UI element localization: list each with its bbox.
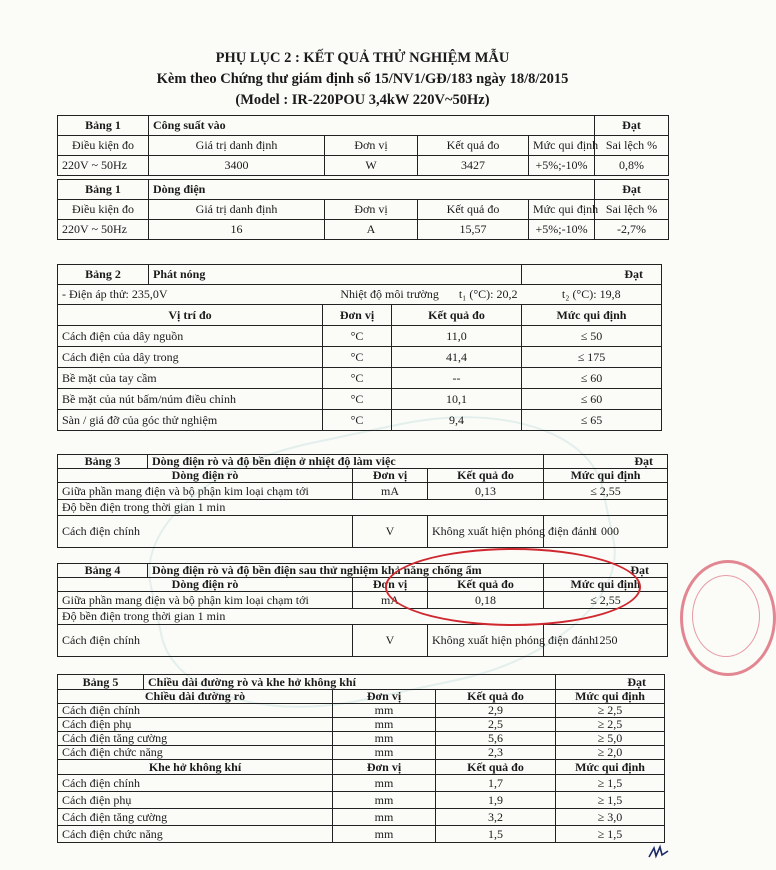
table-row [58,792,665,809]
header-row [58,578,668,592]
header-cell: Giá trị danh định [149,136,325,156]
certificate-reference: Kèm theo Chứng thư giám định số 15/NV1/GĐ/183 ngày 18/8/2015 [156,71,569,87]
table-cell: mm [333,704,436,718]
header-cell: Đơn vị [353,578,428,592]
model-line: (Model : IR-220POU 3,4kW 220V~50Hz) [235,92,490,108]
table-cell: Giữa phần mang điện và bộ phận kim loại chạm tới [58,592,353,609]
table-row [58,389,662,410]
table-cell: Không xuất hiện phóng điện đánh [428,516,544,548]
table-cell: 220V ~ 50Hz [58,220,149,240]
table-title: Chiều dài đường rò và khe hở không khí [144,675,556,690]
conditions-row [58,285,662,305]
table-cell: 1250 [544,625,668,657]
table-cell: ≥ 1,5 [556,826,665,843]
header-row [58,305,662,326]
table-label: Bảng 1 [58,180,149,200]
header-cell: Sai lệch % [595,136,669,156]
header-cell: Đơn vị [323,305,392,326]
table-cell: 3,2 [436,809,556,826]
table-cell: +5%;-10% [529,220,595,240]
header-row [58,690,665,704]
table-cell: ≥ 1,5 [556,775,665,792]
table-cell: Cách điện của dây nguồn [58,326,323,347]
table-cell: mm [333,826,436,843]
header-cell: Mức qui định [544,469,668,483]
header-cell: Đơn vị [325,136,418,156]
table-cell: Cách điện chức năng [58,826,333,843]
header-cell: Điều kiện đo [58,200,149,220]
header-row [58,760,665,775]
table-cell: -- [392,368,522,389]
header-cell: Chiều dài đường rò [58,690,333,704]
header-cell: Kết quả đo [436,690,556,704]
table-cell: Cách điện phụ [58,792,333,809]
table-title: Dòng điện rò và độ bền điện ở nhiệt độ làm việc [148,455,544,469]
table-row [58,609,668,625]
table-1-current [57,179,669,240]
header-cell: Giá trị danh định [149,200,325,220]
table-cell: 220V ~ 50Hz [58,156,149,176]
header-row [58,200,669,220]
table-cell: Không xuất hiện phóng điện đánh [428,625,544,657]
table-label: Bảng 3 [58,455,148,469]
table-cell: ≤ 60 [522,389,662,410]
header-cell: Đơn vị [353,469,428,483]
status-badge: Đạt [556,675,665,690]
status-badge: Đạt [595,180,669,200]
header-cell: Mức qui định [529,200,595,220]
table-cell: Cách điện chính [58,704,333,718]
table-cell: mm [333,746,436,760]
table-cell: 1 000 [544,516,668,548]
table-cell: mm [333,809,436,826]
table-cell: -2,7% [595,220,669,240]
header-cell: Mức qui định [544,578,668,592]
table-cell: Giữa phần mang điện và bộ phận kim loại chạm tới [58,483,353,500]
header-cell: Kết quả đo [418,136,529,156]
table-cell: mm [333,792,436,809]
table-cell: Cách điện chính [58,516,353,548]
table-cell: W [325,156,418,176]
table-cell: 10,1 [392,389,522,410]
table-row [58,156,669,176]
table-cell: ≤ 2,55 [544,592,668,609]
table-cell: °C [323,389,392,410]
table-cell: ≥ 2,5 [556,704,665,718]
header-cell: Kết quả đo [436,760,556,775]
ambient-text: Nhiệt độ môi trường [340,287,439,301]
table-row [58,410,662,431]
table-row [58,347,662,368]
table-cell: 5,6 [436,732,556,746]
table-cell: V [353,625,428,657]
red-stamp-inner [692,575,760,657]
table-cell: Sàn / giá đỡ của góc thử nghiệm [58,410,323,431]
initials-signature [648,845,670,859]
table-cell: 41,4 [392,347,522,368]
table-2-heating [57,264,662,431]
table-cell: 1,9 [436,792,556,809]
header-row [58,469,668,483]
table-title: Dòng điện [149,180,595,200]
ambient-label [323,285,522,305]
table-cell: 3400 [149,156,325,176]
table-title: Công suất vào [149,116,595,136]
status-badge: Đạt [595,116,669,136]
table-cell: 16 [149,220,325,240]
table-cell: V [353,516,428,548]
table-row [58,732,665,746]
table-cell: 0,18 [428,592,544,609]
table-cell: mm [333,732,436,746]
test-voltage: - Điện áp thử: 235,0V [58,285,323,305]
header-cell: Đơn vị [333,690,436,704]
header-cell: Đơn vị [325,200,418,220]
header-cell: Vị trí đo [58,305,323,326]
table-cell: Cách điện chức năng [58,746,333,760]
table-cell: 0,13 [428,483,544,500]
table-title: Phát nóng [149,265,522,285]
table-cell: Bề mặt của nút bấm/núm điều chỉnh [58,389,323,410]
table-cell: A [325,220,418,240]
header-cell: Đơn vị [333,760,436,775]
table-cell: ≥ 3,0 [556,809,665,826]
table-label: Bảng 2 [58,265,149,285]
table-cell: ≤ 50 [522,326,662,347]
table-cell: 0,8% [595,156,669,176]
table-cell: 1,5 [436,826,556,843]
header-cell: Kết quả đo [428,469,544,483]
header-cell: Dòng điện rò [58,469,353,483]
header-cell: Kết quả đo [428,578,544,592]
table-cell: 2,9 [436,704,556,718]
ambient-t2: t₂ (°C): 19,8 [522,285,662,305]
table-cell: ≤ 2,55 [544,483,668,500]
table-cell: Độ bền điện trong thời gian 1 min [58,500,353,516]
header-cell: Mức qui định [529,136,595,156]
table-cell: Cách điện phụ [58,718,333,732]
table-cell: Cách điện chính [58,625,353,657]
table-cell: Cách điện của dây trong [58,347,323,368]
table-cell: Cách điện tăng cường [58,732,333,746]
table-cell: 2,3 [436,746,556,760]
table-cell: 15,57 [418,220,529,240]
table-row [58,775,665,792]
header-row [58,136,669,156]
table-cell: 9,4 [392,410,522,431]
status-badge: Đạt [544,564,668,578]
table-1-power [57,115,669,176]
table-row [58,516,668,548]
header-cell: Kết quả đo [418,200,529,220]
header-cell: Điều kiện đo [58,136,149,156]
table-cell: ≥ 2,0 [556,746,665,760]
table-cell: ≤ 60 [522,368,662,389]
table-row [58,483,668,500]
table-cell: ≤ 65 [522,410,662,431]
table-cell: Độ bền điện trong thời gian 1 min [58,609,353,625]
table-row [58,746,665,760]
table-cell: mA [353,592,428,609]
table-cell: mA [353,483,428,500]
table-3-leakage-operating [57,454,668,548]
header-cell: Mức qui định [556,690,665,704]
header-cell: Kết quả đo [392,305,522,326]
status-badge: Đạt [522,265,662,285]
table-row [58,326,662,347]
table-row [58,220,669,240]
table-row [58,826,665,843]
table-row [58,368,662,389]
table-cell: °C [323,368,392,389]
table-cell: Bề mặt của tay cầm [58,368,323,389]
table-cell: Cách điện tăng cường [58,809,333,826]
table-cell: 2,5 [436,718,556,732]
table-row [58,500,668,516]
table-row [58,704,665,718]
status-badge: Đạt [544,455,668,469]
table-cell: °C [323,347,392,368]
table-label: Bảng 4 [58,564,148,578]
table-label: Bảng 1 [58,116,149,136]
table-cell: +5%;-10% [529,156,595,176]
table-cell: mm [333,718,436,732]
table-row [58,592,668,609]
table-title: Dòng điện rò và độ bền điện sau thử nghiệm khả năng chống ẩm [148,564,544,578]
table-4-leakage-humidity [57,563,668,657]
table-cell: ≥ 2,5 [556,718,665,732]
table-cell: ≥ 5,0 [556,732,665,746]
table-row [58,718,665,732]
table-row [58,625,668,657]
table-cell: 1,7 [436,775,556,792]
header-cell: Sai lệch % [595,200,669,220]
table-cell: °C [323,410,392,431]
table-cell: Cách điện chính [58,775,333,792]
table-cell: ≤ 175 [522,347,662,368]
table-cell: 3427 [418,156,529,176]
header-cell: Mức qui định [522,305,662,326]
table-5-creepage-clearance [57,674,665,843]
table-cell: mm [333,775,436,792]
table-cell: °C [323,326,392,347]
table-label: Bảng 5 [58,675,144,690]
header-cell: Mức qui định [556,760,665,775]
ambient-t1: t₁ (°C): 20,2 [458,287,518,301]
table-cell: 11,0 [392,326,522,347]
header-cell: Khe hở không khí [58,760,333,775]
table-cell: ≥ 1,5 [556,792,665,809]
header-cell: Dòng điện rò [58,578,353,592]
table-row [58,809,665,826]
appendix-title: PHỤ LỤC 2 : KẾT QUẢ THỬ NGHIỆM MẪU [215,50,510,66]
